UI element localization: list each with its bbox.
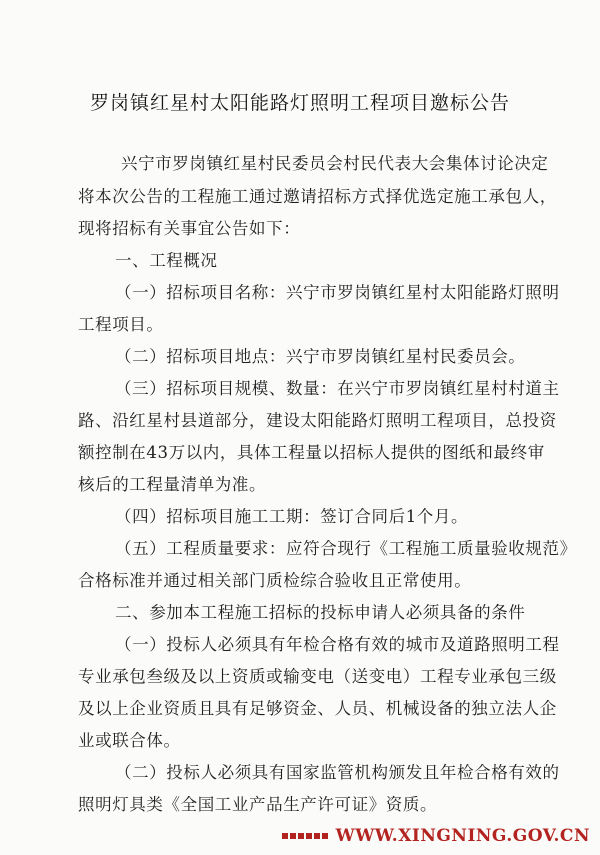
body-line: （五）工程质量要求：应符合现行《工程施工质量验收规范》 xyxy=(115,539,577,558)
body-line: （一）招标项目名称：兴宁市罗岗镇红星村太阳能路灯照明 xyxy=(115,283,560,302)
body-line: 及以上企业资质且具有足够资金、人员、机械设备的独立法人企 xyxy=(78,699,557,718)
section-heading: 二、参加本工程施工招标的投标申请人必须具备的条件 xyxy=(115,603,526,622)
body-line: 核后的工程量清单为准。 xyxy=(78,475,267,494)
section-heading: 一、工程概况 xyxy=(115,251,218,270)
body-line: （二）投标人必须具有国家监管机构颁发且年检合格有效的 xyxy=(115,763,560,782)
body-line: （四）招标项目施工工期：签订合同后1个月。 xyxy=(115,507,469,526)
watermark-logo-icon xyxy=(282,833,330,839)
watermark-text: WWW.XINGNING.GOV.CN xyxy=(335,826,590,846)
body-line: 兴宁市罗岗镇红星村民委员会村民代表大会集体讨论决定 xyxy=(121,154,549,173)
body-line: 路、沿红星村县道部分，建设太阳能路灯照明工程项目，总投资 xyxy=(78,411,557,430)
body-line: 业或联合体。 xyxy=(78,731,181,750)
body-line: （一）投标人必须具有年检合格有效的城市及道路照明工程 xyxy=(115,635,560,654)
body-line: （三）招标项目规模、数量：在兴宁市罗岗镇红星村村道主 xyxy=(115,379,560,398)
site-watermark xyxy=(282,817,590,855)
body-line: （二）招标项目地点：兴宁市罗岗镇红星村民委员会。 xyxy=(115,347,526,366)
body-line: 将本次公告的工程施工通过邀请招标方式择优选定施工承包人， xyxy=(78,187,557,206)
document-title: 罗岗镇红星村太阳能路灯照明工程项目邀标公告 xyxy=(89,92,510,114)
body-line: 专业承包叁级及以上资质或输变电（送变电）工程专业承包三级 xyxy=(78,667,557,686)
body-line: 现将招标有关事宜公告如下： xyxy=(78,219,301,238)
body-line: 工程项目。 xyxy=(78,315,164,334)
body-line: 额控制在43万以内，具体工程量以招标人提供的图纸和最终审 xyxy=(78,443,545,462)
body-line: 合格标准并通过相关部门质检综合验收且正常使用。 xyxy=(78,571,472,590)
body-line: 照明灯具类《全国工业产品生产许可证》资质。 xyxy=(78,795,438,814)
